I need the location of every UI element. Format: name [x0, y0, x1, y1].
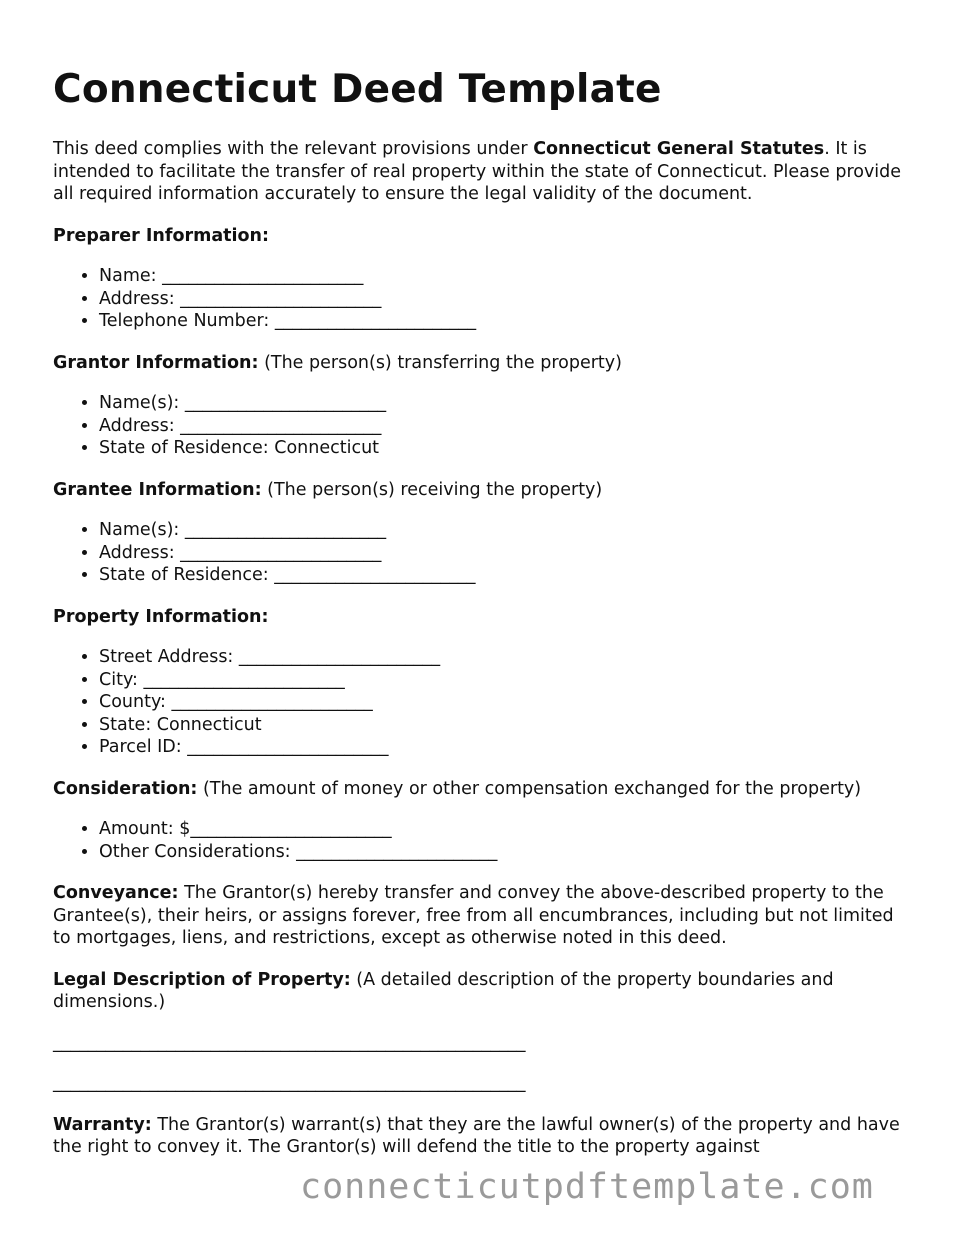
grantor-note: (The person(s) transferring the property) — [258, 352, 622, 373]
preparer-list — [53, 265, 913, 333]
grantor-heading — [53, 352, 913, 375]
list-item: • Address: _______________________ — [99, 415, 913, 438]
list-item: • State: Connecticut — [99, 714, 913, 737]
property-heading — [53, 606, 913, 629]
consideration-list — [53, 818, 913, 863]
list-item: • Name(s): _______________________ — [99, 392, 913, 415]
list-item: • County: _______________________ — [99, 691, 913, 714]
warranty-paragraph — [53, 1114, 913, 1159]
list-item: • Telephone Number: _______________________ — [99, 310, 913, 333]
list-item: • State of Residence: _______________________ — [99, 564, 913, 587]
list-item: • Address: _______________________ — [99, 288, 913, 311]
list-item: • Other Considerations: _______________________ — [99, 841, 913, 864]
property-list — [53, 646, 913, 759]
legal-note: (A detailed description of the property boundaries and dimensions.) — [53, 969, 834, 1012]
list-item: • Parcel ID: _______________________ — [99, 736, 913, 759]
grantee-heading-label: Grantee Information: — [53, 479, 262, 500]
conveyance-heading-label: Conveyance: — [53, 883, 179, 903]
intro-paragraph — [53, 138, 913, 206]
warranty-text: The Grantor(s) warrant(s) that they are the lawful owner(s) of the property and have the right to convey it. The Grantor(s) will defend the title to the property against — [53, 1114, 900, 1157]
list-item: • Amount: $_______________________ — [99, 818, 913, 841]
legal-heading-label: Legal Description of Property: — [53, 969, 351, 990]
legal-description-heading — [53, 969, 913, 1014]
property-heading-label: Property Information: — [53, 606, 269, 627]
list-item: • Address: _______________________ — [99, 542, 913, 565]
preparer-heading-label: Preparer Information: — [53, 225, 270, 246]
list-item: • Street Address: _______________________ — [99, 646, 913, 669]
page-title: Connecticut Deed Template — [53, 67, 662, 112]
watermark: connecticutpdftemplate.com — [300, 1167, 874, 1207]
intro-text-before: This deed complies with the relevant provisions under — [53, 139, 534, 159]
intro-statutes: Connecticut General Statutes — [533, 139, 825, 159]
deed-document — [53, 62, 913, 1159]
list-item: • State of Residence: Connecticut — [99, 437, 913, 460]
list-item: • Name: _______________________ — [99, 265, 913, 288]
grantee-list — [53, 519, 913, 587]
conveyance-paragraph — [53, 882, 913, 950]
intro-text-after: . It is intended to facilitate the transfer of real property within the state of Connecticut. Please provide all required information accurately to ensure the legal validity of the document. — [53, 139, 902, 204]
consideration-note: (The amount of money or other compensation exchanged for the property) — [197, 778, 862, 799]
grantee-note: (The person(s) receiving the property) — [261, 479, 603, 500]
consideration-heading-label: Consideration: — [53, 778, 198, 799]
grantor-list — [53, 392, 913, 460]
consideration-heading — [53, 778, 913, 801]
conveyance-text: The Grantor(s) hereby transfer and convey the above-described property to the Grantee(s), their heirs, or assigns forever, free from all encumbrances, including but not limited to mortgages, liens, and restrictions, except as otherwise noted in this deed. — [53, 883, 894, 948]
grantor-heading-label: Grantor Information: — [53, 352, 259, 373]
warranty-heading-label: Warranty: — [53, 1114, 152, 1135]
grantee-heading — [53, 479, 913, 502]
legal-description-line: ______________________________________________________ — [53, 1032, 526, 1053]
list-item: • City: _______________________ — [99, 669, 913, 692]
list-item: • Name(s): _______________________ — [99, 519, 913, 542]
legal-description-line: ______________________________________________________ — [53, 1073, 526, 1093]
preparer-heading — [53, 225, 913, 248]
